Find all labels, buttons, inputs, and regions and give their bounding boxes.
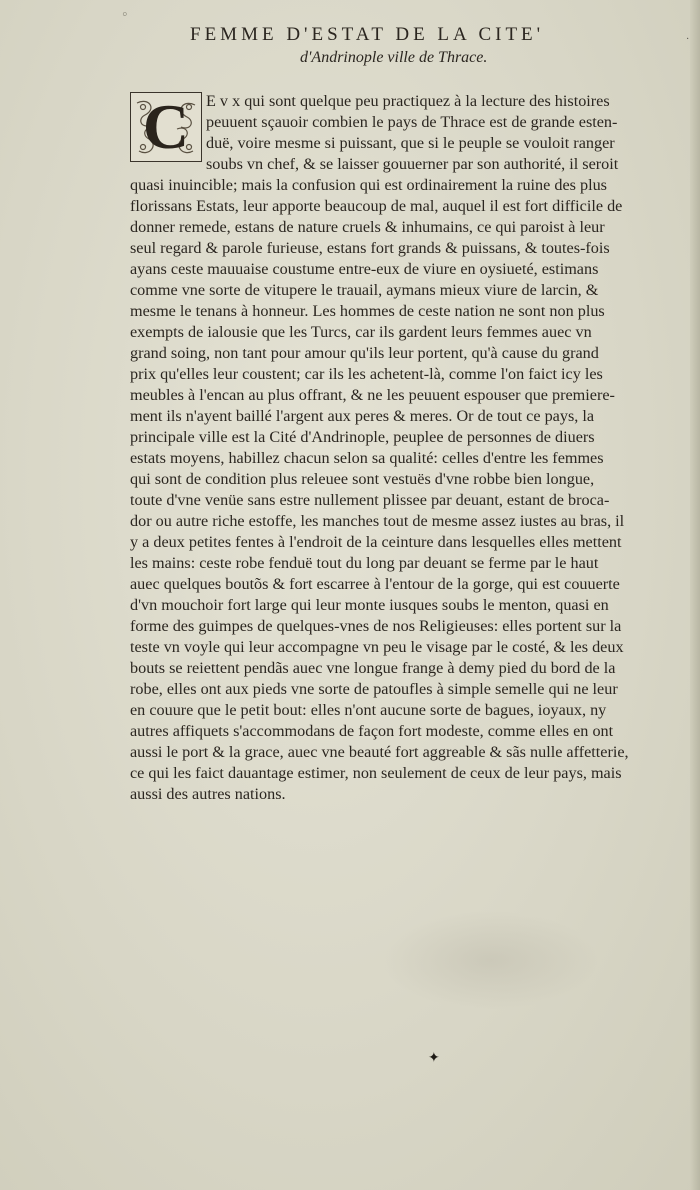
- text-line: peuuent sçauoir combien le pays de Thrace est de grande esten-: [206, 113, 618, 131]
- text-line: bouts se reiettent pendãs auec vne longue frange à demy pied du bord de la: [130, 659, 616, 677]
- text-line: forme des guimpes de quelques-vnes de nos Religieuses: elles portent sur la: [130, 617, 622, 635]
- text-line: toute d'vne venüe sans estre nullement plissee par deuant, estant de broca-: [130, 491, 610, 509]
- text-line: E v x qui sont quelque peu practiquez à la lecture des histoires: [206, 92, 610, 110]
- text-line: d'vn mouchoir fort large qui leur monte iusques soubs le menton, quasi en: [130, 596, 609, 614]
- running-subtitle: d'Andrinople ville de Thrace.: [300, 49, 488, 66]
- text-line: soubs vn chef, & se laisser gouuerner par son authorité, il seroit: [206, 155, 619, 173]
- text-line: auec quelques boutõs & fort escarree à l'entour de la gorge, qui est couuerte: [130, 575, 620, 593]
- text-line: estats moyens, habillez chacun selon sa qualité: celles d'entre les femmes: [130, 449, 604, 467]
- text-line: florissans Estats, leur apporte beaucoup de mal, auquel il est fort difficile de: [130, 197, 623, 215]
- corner-mark: ◦: [122, 6, 128, 23]
- text-line: principale ville est la Cité d'Andrinople, peuplee de personnes de diuers: [130, 428, 595, 446]
- text-line: aussi des autres nations.: [130, 785, 286, 803]
- initial-letter: C: [142, 91, 190, 162]
- text-line: les mains: ceste robe fenduë tout du long par deuant se ferme par le haut: [130, 554, 599, 572]
- text-line: qui sont de condition plus releuee sont vestuës d'vne robbe bien longue,: [130, 470, 595, 488]
- margin-mark: ·: [686, 34, 690, 45]
- text-line: seul regard & parole furieuse, estans fort grands & puissans, & toutes-fois: [130, 239, 610, 257]
- text-line: aussi le port & la grace, auec vne beauté fort aggreable & sãs nulle affetterie,: [130, 743, 629, 761]
- text-line: quasi inuincible; mais la confusion qui est ordinairement la ruine des plus: [130, 176, 607, 194]
- text-line: mesme le tenans à honneur. Les hommes de ceste nation ne sont non plus: [130, 302, 605, 320]
- text-line: teste vn voyle qui leur accompagne vn peu le visage par le costé, & les deux: [130, 638, 624, 656]
- text-line: en couure que le petit bout: elles n'ont aucune sorte de bagues, ioyaux, ny: [130, 701, 607, 719]
- text-line: ayans ceste mauuaise coustume entre-eux de viure en oysiueté, estimans: [130, 260, 599, 278]
- text-line: autres affiquets s'accommodans de façon fort modeste, comme elles en ont: [130, 722, 614, 740]
- text-line: meubles à l'encan au plus offrant, & ne les peuuent espouser que premiere-: [130, 386, 615, 404]
- text-line: duë, voire mesme si puissant, que si le peuple se vouloit ranger: [206, 134, 615, 152]
- text-line: ment ils n'ayent baillé l'argent aux peres & meres. Or de tout ce pays, la: [130, 407, 595, 425]
- text-line: exempts de ialousie que les Turcs, car ils gardent leurs femmes auec vn: [130, 323, 592, 341]
- page-edge-shadow: [690, 0, 700, 1190]
- running-head: FEMME D'ESTAT DE LA CITE': [190, 24, 545, 45]
- show-through-shadow: [380, 910, 600, 1010]
- text-line: prix qu'elles leur coustent; car ils les achetent-là, comme l'on faict icy les: [130, 365, 603, 383]
- text-line: robe, elles ont aux pieds vne sorte de patoufles à simple semelle qui ne leur: [130, 680, 618, 698]
- decorated-initial: [130, 92, 202, 162]
- text-line: dor ou autre riche estoffe, les manches tout de mesme assez iustes au bras, il: [130, 512, 625, 530]
- text-line: comme vne sorte de vitupere le trauail, aymans mieux viure de larcin, &: [130, 281, 599, 299]
- ink-speck: ✦: [428, 1051, 440, 1066]
- text-line: donner remede, estans de nature cruels & inhumains, ce qui paroist à leur: [130, 218, 605, 236]
- text-line: grand soing, non tant pour amour qu'ils leur portent, qu'à cause du grand: [130, 344, 599, 362]
- text-line: y a deux petites fentes à l'endroit de la ceinture dans lesquelles elles mettent: [130, 533, 622, 551]
- text-line: ce qui les faict dauantage estimer, non seulement de ceux de leur pays, mais: [130, 764, 622, 782]
